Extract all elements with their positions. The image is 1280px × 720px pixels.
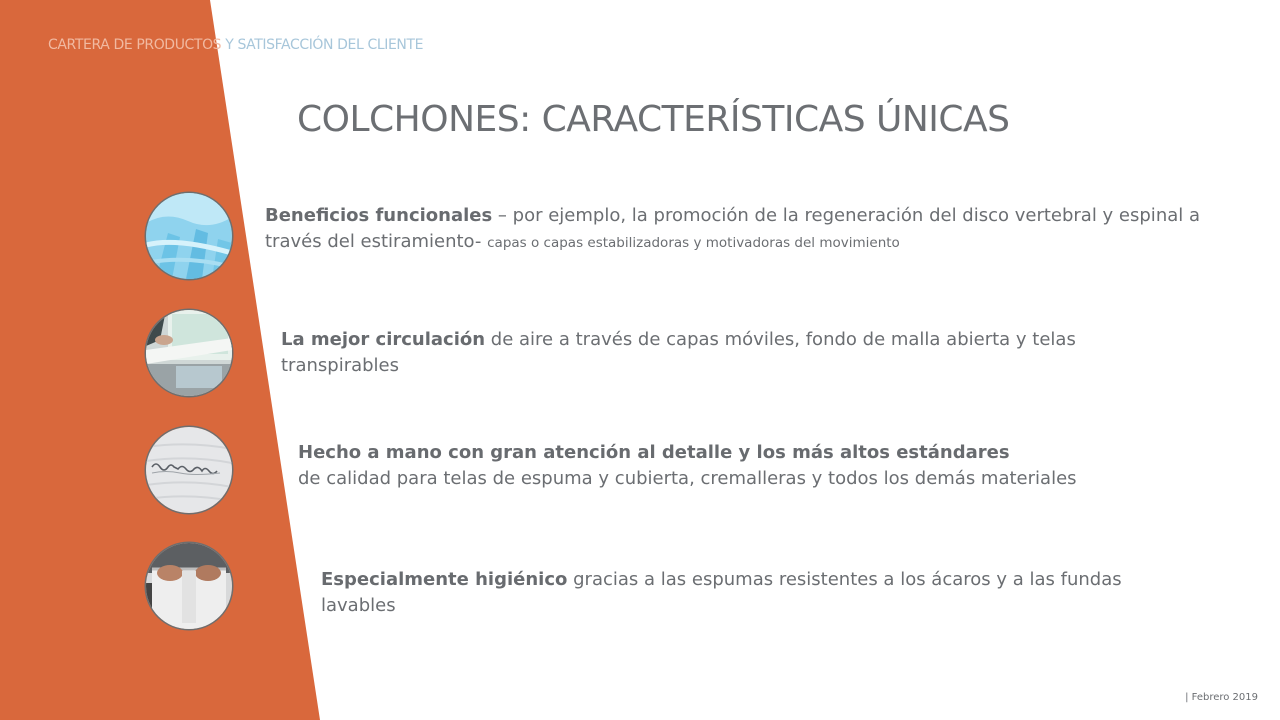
feature-3-text: de calidad para telas de espuma y cubierta, cremalleras y todos los demás materiales	[298, 468, 1077, 489]
feature-1-text: – por ejemplo, la promoción de la regeneración del disco vertebral y espinal a través del estiramiento-	[265, 205, 1201, 252]
feature-1-bold: Beneficios funcionales	[265, 205, 493, 226]
feature-handmade-quality	[298, 440, 1088, 492]
slide-title: COLCHONES: CARACTERÍSTICAS ÚNICAS	[297, 99, 1010, 140]
washable-cover-image	[146, 543, 232, 629]
feature-air-circulation	[281, 327, 1191, 379]
feature-2-bold: La mejor circulación	[281, 329, 486, 350]
footer-date: | Febrero 2019	[1185, 692, 1258, 703]
feature-3-bold: Hecho a mano con gran atención al detalle y los más altos estándares	[298, 442, 1010, 463]
feature-hygienic	[321, 567, 1171, 619]
embroidered-fabric-image	[146, 427, 232, 513]
slide-kicker	[48, 37, 423, 54]
foam-layers-image	[146, 193, 232, 279]
kicker-part-1: CARTERA DE PRODUCTOS	[48, 37, 222, 53]
feature-4-bold: Especialmente higiénico	[321, 569, 568, 590]
feature-2-text: de aire a través de capas móviles, fondo de malla abierta y telas transpirables	[281, 329, 1076, 376]
mesh-base-image	[146, 310, 232, 396]
feature-1-small-text: capas o capas estabilizadoras y motivadoras del movimiento	[487, 235, 900, 251]
kicker-part-2: Y SATISFACCIÓN DEL CLIENTE	[221, 37, 424, 53]
feature-functional-benefits	[265, 203, 1205, 256]
feature-4-text: gracias a las espumas resistentes a los ácaros y a las fundas lavables	[321, 569, 1122, 616]
